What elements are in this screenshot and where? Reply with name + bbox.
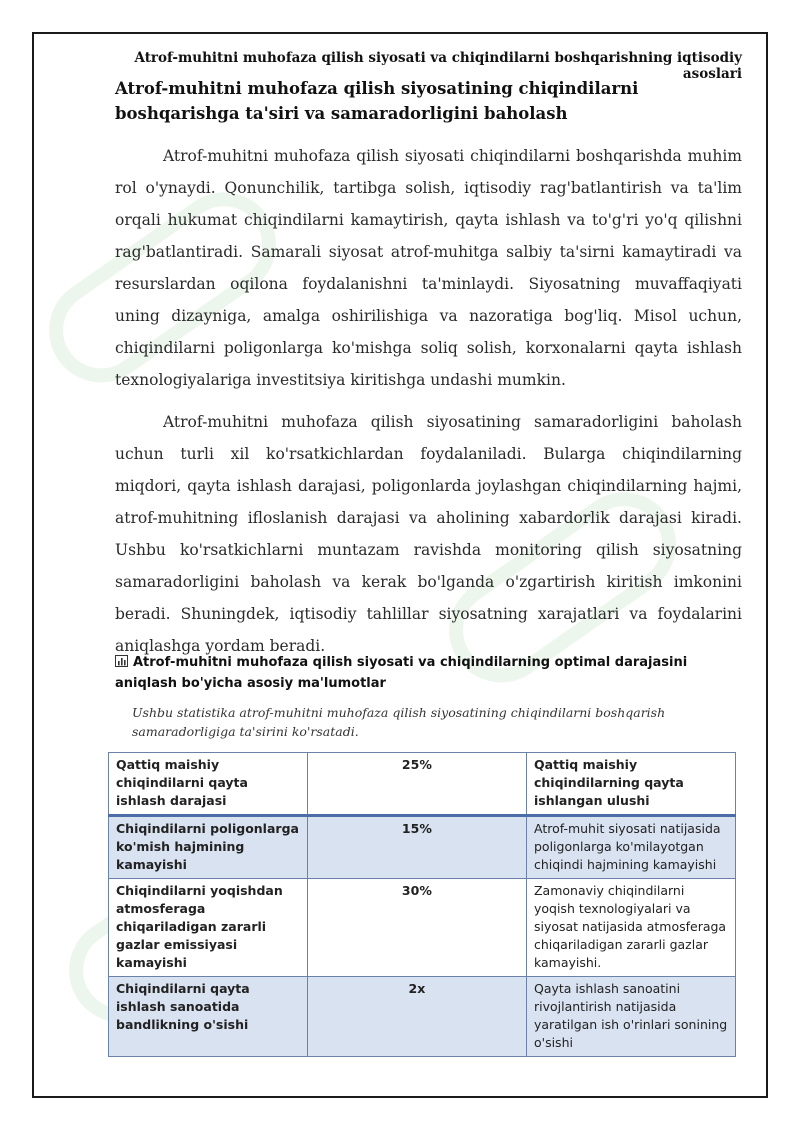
indicator-cell: Chiqindilarni yoqishdan atmosferaga chiqariladigan zararli gazlar emissiyasi kamayishi: [109, 879, 308, 977]
body-paragraph: Atrof-muhitni muhofaza qilish siyosati chiqindilarni boshqarishda muhim rol o'ynaydi. Qonunchilik, tartibga solish, iqtisodiy rag'batlantirish va ta'lim orqali hukumat chiqindilarni kamaytirish, qayta ishlash va to'g'ri yo'q qilishni rag'batlantiradi. Samarali siyosat atrof-muhitga salbiy ta'sirni kamaytiradi va resurslardan oqilona foydalanishni ta'minlaydi. Siyosatning muvaffaqiyati uning dizayniga, amalga oshirilishiga va nazoratiga bog'liq. Misol uchun, chiqindilarni poligonlarga ko'mishga soliq solish, korxonalarni qayta ishlash texnologiyalariga investitsiya kiritishga undashi mumkin.: [115, 147, 742, 389]
body-paragraph: Atrof-muhitni muhofaza qilish siyosatining samaradorligini baholash uchun turli xil ko'rsatkichlardan foydalaniladi. Bularga chiqindilarning miqdori, qayta ishlash darajasi, poligonlarda joylashgan chiqindilarning hajmi, atrof-muhitning ifloslanish darajasi va aholining xabardorlik darajasi kiradi. Ushbu ko'rsatkichlarni muntazam ravishda monitoring qilish siyosatning samaradorligini baholash va kerak bo'lganda o'zgartirish kiritish imkonini beradi. Shuningdek, iqtisodiy tahlillar siyosatning xarajatlari va foydalarini aniqlashga yordam beradi.: [115, 413, 742, 655]
value-cell: 30%: [307, 879, 526, 977]
description-cell: Atrof-muhit siyosati natijasida poligonlarga ko'milayotgan chiqindi hajmining kamayishi: [526, 816, 735, 879]
table-row: [109, 753, 736, 816]
description-cell: Zamonaviy chiqindilarni yoqish texnologiyalari va siyosat natijasida atmosferaga chiqariladigan zararli gazlar kamayishi.: [526, 879, 735, 977]
value-cell: 15%: [307, 816, 526, 879]
table-row: [109, 879, 736, 977]
table-caption: [115, 652, 745, 694]
value-cell: 2x: [307, 977, 526, 1057]
indicator-cell: Chiqindilarni qayta ishlash sanoatida bandlikning o'sishi: [109, 977, 308, 1057]
statistics-table: [108, 752, 736, 1057]
table-note: Ushbu statistika atrof-muhitni muhofaza qilish siyosatining chiqindilarni boshqarish samaradorligiga ta'sirini ko'rsatadi.: [132, 705, 666, 739]
table-caption-text: Atrof-muhitni muhofaza qilish siyosati va chiqindilarning optimal darajasini aniqlash bo'yicha asosiy ma'lumotlar: [115, 655, 688, 691]
running-header: Atrof-muhitni muhofaza qilish siyosati va chiqindilarni boshqarishning iqtisodiy asoslari: [134, 50, 742, 82]
table-row: [109, 977, 736, 1057]
bar-chart-icon: [115, 655, 128, 667]
description-cell: Qattiq maishiy chiqindilarning qayta ishlangan ulushi: [526, 753, 735, 816]
section-title: Atrof-muhitni muhofaza qilish siyosatining chiqindilarni boshqarishga ta'siri va samaradorligini baholash: [115, 79, 639, 123]
indicator-cell: Chiqindilarni poligonlarga ko'mish hajmining kamayishi: [109, 816, 308, 879]
indicator-cell: Qattiq maishiy chiqindilarni qayta ishlash darajasi: [109, 753, 308, 816]
description-cell: Qayta ishlash sanoatini rivojlantirish natijasida yaratilgan ish o'rinlari sonining o'sishi: [526, 977, 735, 1057]
value-cell: 25%: [307, 753, 526, 816]
table-row: [109, 816, 736, 879]
